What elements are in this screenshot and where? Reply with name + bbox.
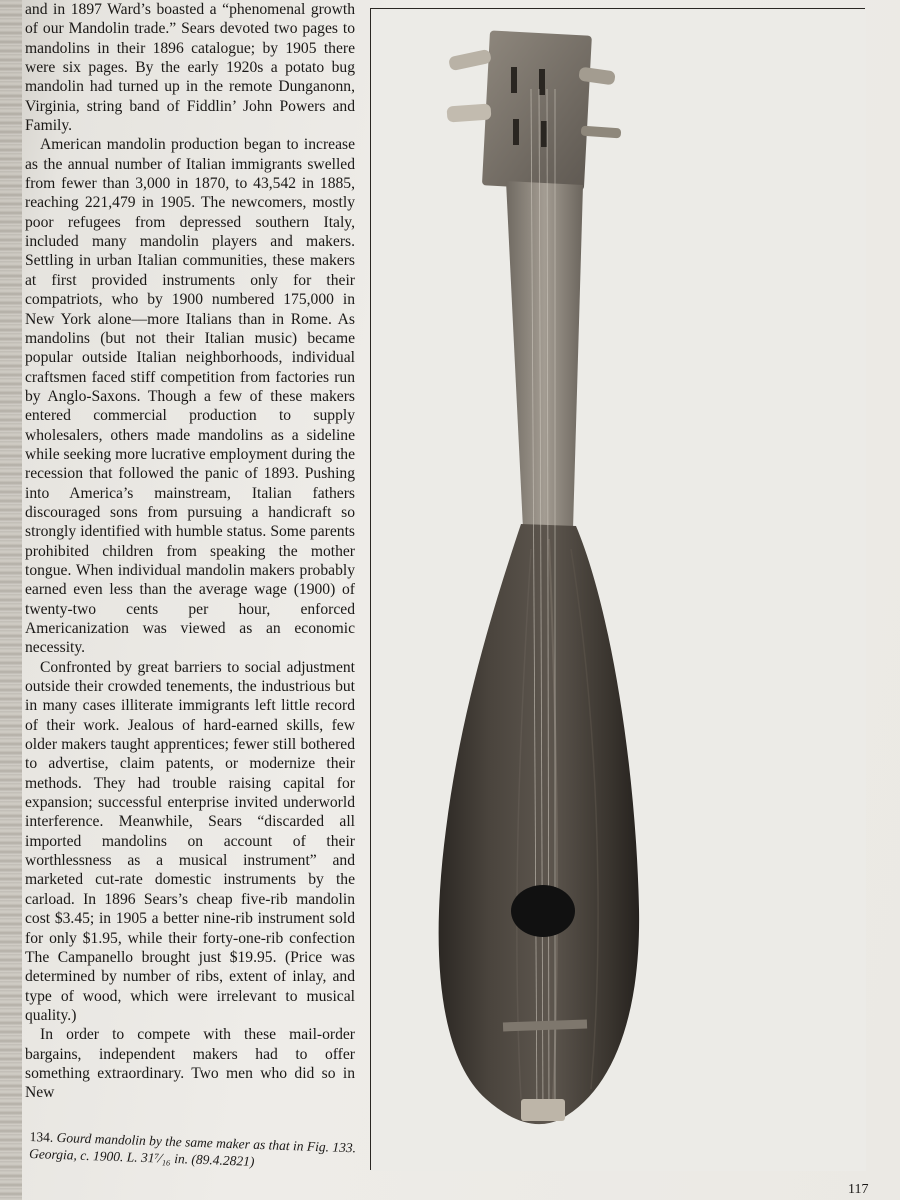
paragraph-3: Confronted by great barriers to social adjustment outside their crowded tenements, the industrious but in many cases illiterate immigrants left little record of their work. Jealous of hard-earned skills, few older makers taught apprentices; fewer still bothered to advertise, claim patents, or modernize their methods. They had trouble raising capital for expansion; successful enterprise invited underworld interference. Meanwhile, Sears “discarded all imported mandolins on account of their worthlessness as a musical instrument” and marketed cut-rate domestic instruments by the carload. In 1896 Sears’s cheap five-rib mandolin cost $3.45; in 1905 a better nine-rib instrument sold for only $1.95, while their forty-one-rib confection The Campanello brought just $19.95. (Price was determined by number of ribs, extent of inlay, and type of wood, which were irrelevant to musical quality.) xyxy=(25,658,355,1024)
facing-page-edge xyxy=(0,0,22,1200)
peghead xyxy=(482,30,592,190)
body-text-column xyxy=(25,0,355,1103)
caption-number: 134. xyxy=(29,1128,54,1145)
paragraph-4: In order to compete with these mail-order bargains, independent makers had to offer something extraordinary. Two men who did so in New xyxy=(25,1026,355,1102)
caption-text: Gourd mandolin by the same maker as that in Fig. 133. Georgia, c. 1900. L. 31⁷⁄₁₆ in. (89.4.2821) xyxy=(28,1129,357,1169)
page-number: 117 xyxy=(848,1182,869,1197)
paragraph-2: American mandolin production began to increase as the annual number of Italian immigrants swelled from fewer than 3,000 in 1870, to 43,542 in 1885, reaching 221,479 in 1905. The newcomers, mostly poor refugees from depressed southern Italy, included many mandolin players and makers. Settling in urban Italian communities, these makers at first provided instruments only for their compatriots, who by 1900 numbered 175,000 in New York alone—more Italians than in Rome. As mandolins (but not their Italian music) became popular outside Italian neighborhoods, individual craftsmen faced stiff competition from factories run by Anglo-Saxons. Though a few of these makers entered commercial production to supply wholesalers, others made mandolins as a sideline while seeking more lucrative employment during the recession that followed the panic of 1893. Pushing into America’s mainstream, Italian fathers discouraged sons from pursuing a handicraft so strongly identified with humble status. Some parents prohibited children from speaking the mother tongue. When individual mandolin makers probably earned even less than the average wage (1900) of twenty-two cents per hour, enforced Americanization was viewed as an economic necessity. xyxy=(25,136,355,657)
sound-hole xyxy=(511,885,575,937)
gourd-mandolin-photo xyxy=(371,9,866,1171)
figure-caption xyxy=(29,1128,360,1173)
paragraph-1: and in 1897 Ward’s boasted a “phenomenal growth of our Mandolin trade.” Sears devoted two pages to mandolins in their 1896 catalogue; by 1905 there were six pages. By the early 1920s a potato bug mandolin had turned up in the remote Dunganonn, Virginia, string band of Fiddlin’ John Powers and Family. xyxy=(25,1,355,135)
tailpiece xyxy=(521,1099,565,1121)
tuning-peg xyxy=(446,103,491,122)
figure-frame xyxy=(370,8,865,1170)
